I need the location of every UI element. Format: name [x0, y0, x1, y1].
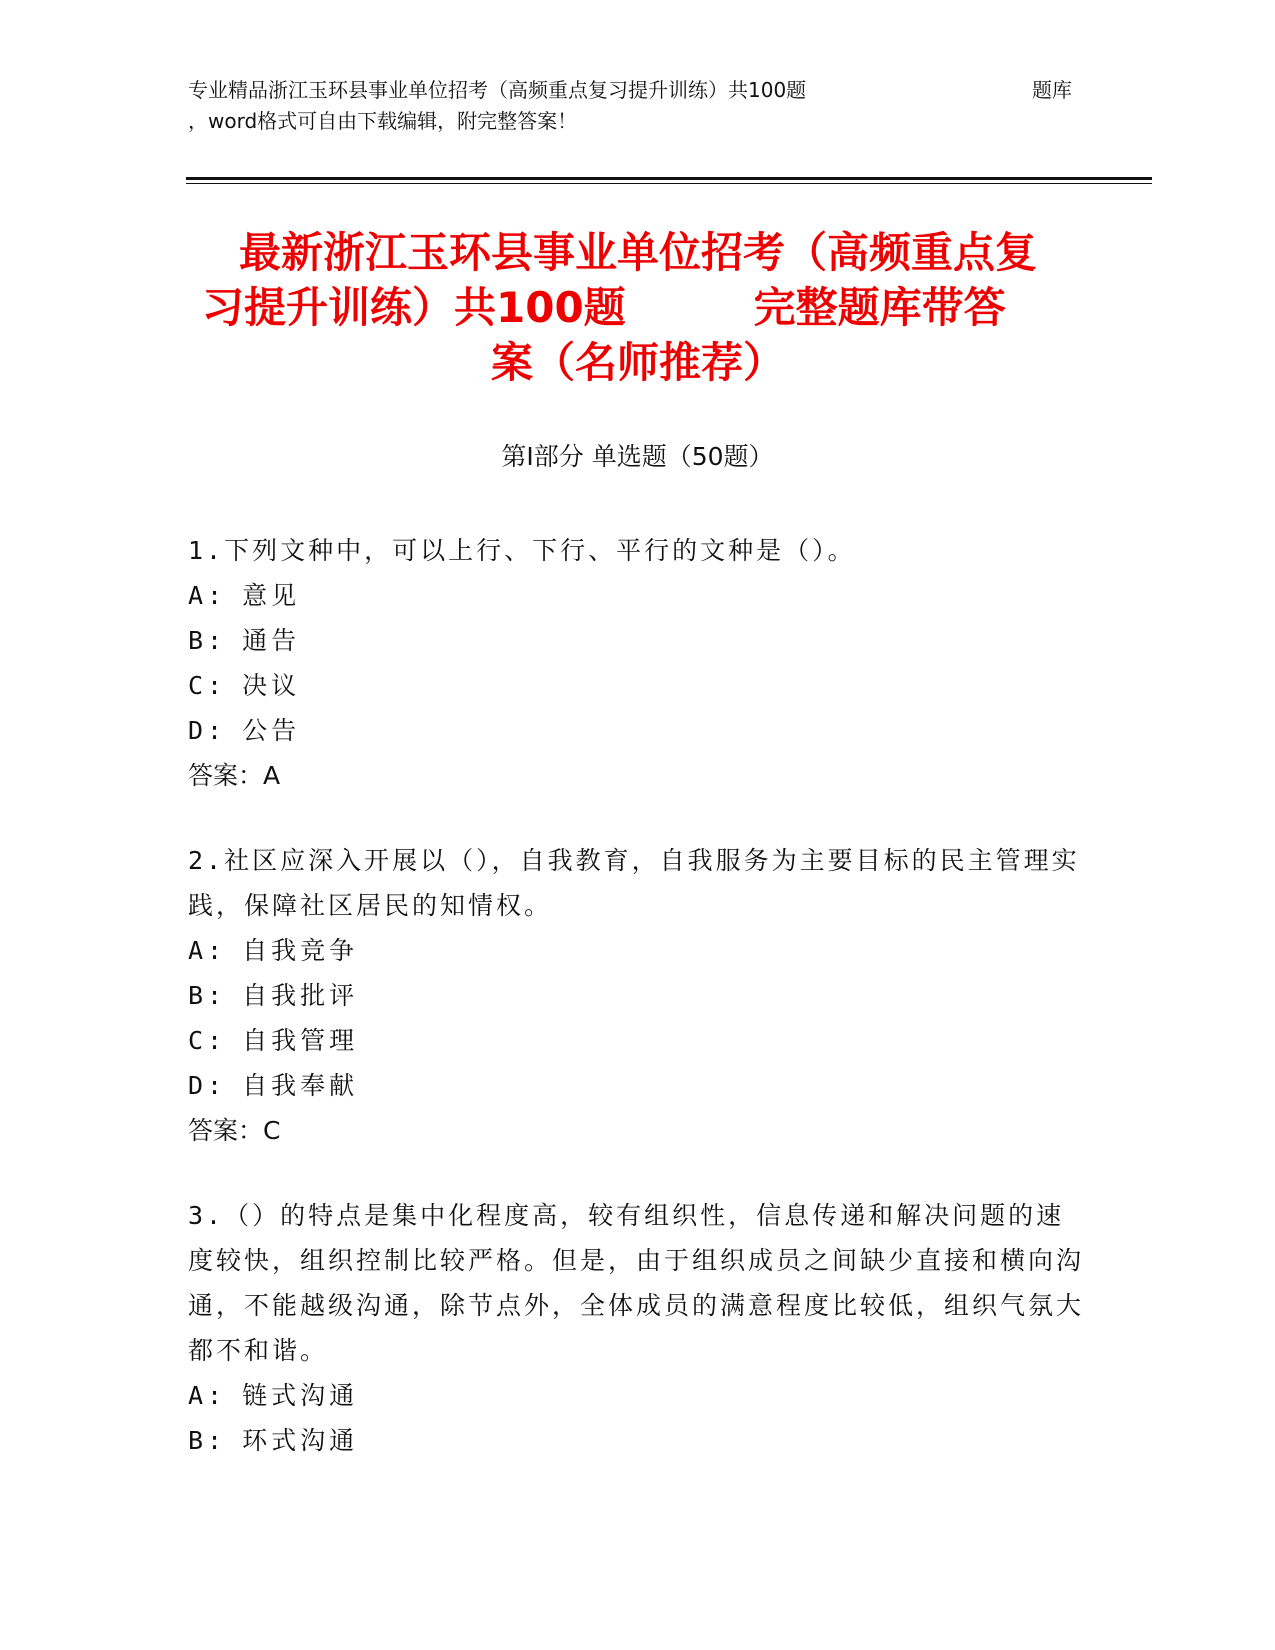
question-list	[188, 528, 1088, 1503]
option-key: C:	[188, 671, 227, 700]
header-line-2: ，word格式可自由下载编辑，附完整答案！	[188, 109, 578, 133]
option-a	[188, 573, 1088, 618]
option-key: B:	[188, 626, 227, 655]
document-title	[188, 225, 1088, 390]
option-text: 公告	[242, 716, 301, 745]
option-c	[188, 663, 1088, 708]
option-key: B:	[188, 981, 227, 1010]
option-key: D:	[188, 1071, 227, 1100]
option-b	[188, 973, 1088, 1018]
option-b	[188, 618, 1088, 663]
option-key: A:	[188, 936, 227, 965]
header-right-label: 题库	[1032, 78, 1072, 102]
question-stem: 2.社区应深入开展以（），自我教育，自我服务为主要目标的民主管理实践，保障社区居民的知情权。	[188, 846, 1080, 920]
title-line-2	[188, 280, 1088, 335]
header-divider-thin	[186, 183, 1152, 184]
header-description: 专业精品浙江玉环县事业单位招考（高频重点复习提升训练）共100题	[188, 78, 807, 102]
option-key: C:	[188, 1026, 227, 1055]
option-key: B:	[188, 1426, 227, 1455]
option-c	[188, 1018, 1088, 1063]
title-line-2-part-a: 习提升训练）共100题	[202, 283, 626, 332]
question-stem: 3.（）的特点是集中化程度高，较有组织性，信息传递和解决问题的速度较快，组织控制比较严格。但是，由于组织成员之间缺少直接和横向沟通，不能越级沟通，除节点外，全体成员的满意程度比较低，组织气氛大都不和谐。	[188, 1201, 1085, 1365]
header-line-1	[188, 74, 1088, 106]
option-d	[188, 1063, 1088, 1108]
option-d	[188, 708, 1088, 753]
option-text: 自我管理	[242, 1026, 359, 1055]
title-line-1: 最新浙江玉环县事业单位招考（高频重点复	[238, 228, 1037, 277]
section-heading: 第Ⅰ部分 单选题（50题）	[501, 442, 774, 471]
option-text: 自我批评	[242, 981, 359, 1010]
question-1	[188, 528, 1088, 798]
page-header	[188, 74, 1088, 136]
option-key: A:	[188, 1381, 227, 1410]
option-a	[188, 928, 1088, 973]
option-text: 自我竞争	[242, 936, 359, 965]
option-text: 通告	[242, 626, 301, 655]
option-text: 决议	[242, 671, 301, 700]
option-text: 链式沟通	[242, 1381, 359, 1410]
option-text: 意见	[242, 581, 301, 610]
header-divider-thick	[186, 177, 1152, 180]
option-a	[188, 1373, 1088, 1418]
question-3	[188, 1193, 1088, 1463]
question-stem: 1.下列文种中，可以上行、下行、平行的文种是（）。	[188, 536, 856, 565]
question-2	[188, 838, 1088, 1153]
title-line-3: 案（名师推荐）	[490, 338, 785, 387]
answer-line: 答案：A	[188, 761, 281, 790]
option-b	[188, 1418, 1088, 1463]
option-text: 自我奉献	[242, 1071, 359, 1100]
answer-line: 答案：C	[188, 1116, 281, 1145]
option-key: D:	[188, 716, 227, 745]
title-line-2-part-b: 完整题库带答	[753, 283, 1006, 332]
option-text: 环式沟通	[242, 1426, 359, 1455]
option-key: A:	[188, 581, 227, 610]
